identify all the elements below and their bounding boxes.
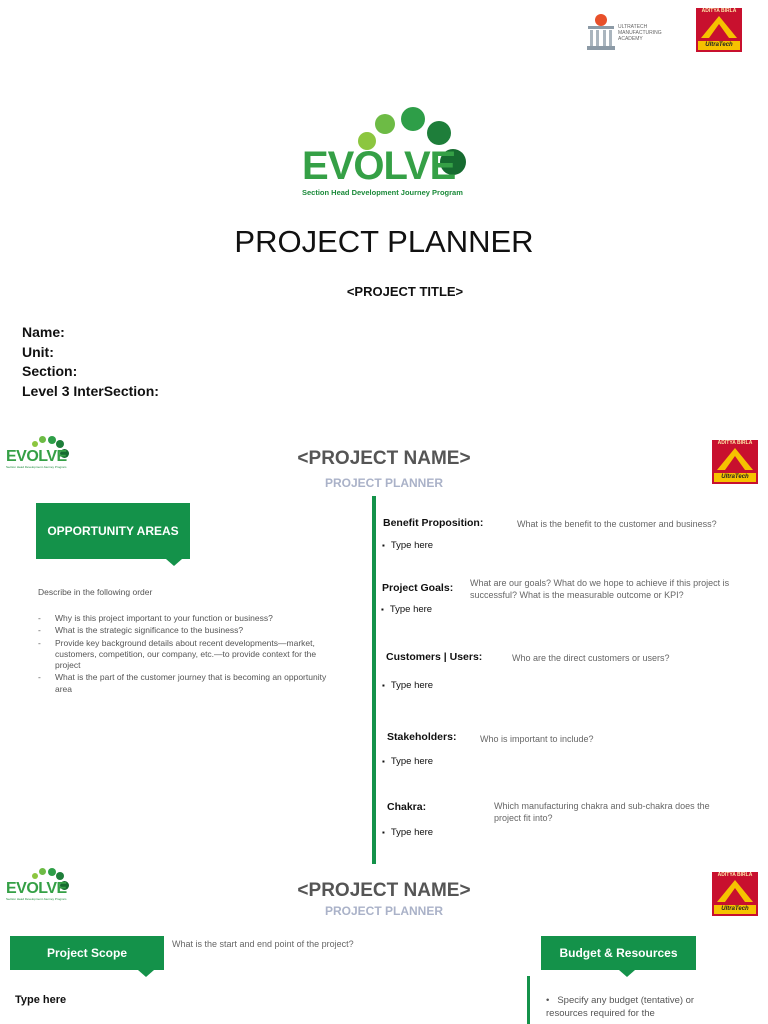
project-goals-question: What are our goals? What do we hope to achieve if this project is successful? What is the measurable outcome or KPI? (470, 578, 730, 600)
logo-text: ADITYA BIRLA (717, 440, 753, 446)
evolve-wordmark: EVOLVE (6, 880, 67, 897)
aditya-birla-logo (696, 8, 742, 52)
project-name-heading: <PROJECT NAME> (297, 880, 471, 901)
participant-details (22, 323, 159, 401)
logo-text: UltraTech (714, 473, 756, 482)
project-title-placeholder: <PROJECT TITLE> (346, 284, 464, 299)
project-planner-subtitle: PROJECT PLANNER (324, 476, 443, 490)
tab-label: OPPORTUNITY AREAS (47, 524, 179, 538)
customers-users-label: Customers | Users: (386, 651, 483, 663)
section-label: Section: (22, 363, 78, 379)
describe-intro: Describe in the following order (38, 587, 153, 597)
intersection-label: Level 3 InterSection: (22, 382, 159, 399)
budget-bullet: Specify any budget (tentative) or resources required for the (546, 995, 695, 1019)
evolve-subtitle: Section Head Development Journey Program (6, 465, 67, 469)
budget-resources-tab (541, 936, 696, 970)
project-goals-label: Project Goals: (382, 582, 454, 594)
benefit-proposition-label: Benefit Proposition: (383, 517, 484, 529)
aditya-birla-sun-icon (701, 16, 737, 38)
evolve-logo (300, 104, 472, 200)
stakeholders-question: Who is important to include? (480, 734, 594, 744)
logo-text: UltraTech (714, 905, 756, 914)
list-item: - Provide key background details about recent developments—market, customers, competition, our company, etc.—to provide context for the project (38, 638, 338, 672)
logo-text: UltraTech (698, 41, 740, 50)
project-goals-input[interactable]: ▪ Type here (381, 604, 432, 615)
chakra-question: Which manufacturing chakra and sub-chakra does the project fit into? (494, 801, 710, 823)
stakeholders-input[interactable]: ▪ Type here (382, 756, 433, 767)
tab-label: Budget & Resources (559, 946, 678, 960)
logo-text: ADITYA BIRLA (717, 872, 753, 878)
logo-text-line: ACADEMY (618, 36, 643, 42)
logo-text: ADITYA BIRLA (701, 8, 737, 14)
unit-label: Unit: (22, 343, 54, 360)
budget-resources-text: • Specify any budget (tentative) or resources required for the (546, 995, 695, 1019)
ultratech-academy-logo (586, 12, 678, 54)
benefit-proposition-question: What is the benefit to the customer and business? (517, 519, 717, 529)
evolve-subtitle: Section Head Development Journey Program (302, 188, 463, 197)
chakra-input[interactable]: ▪ Type here (382, 827, 433, 838)
cover-title: PROJECT PLANNER (234, 224, 534, 259)
project-scope-question: What is the start and end point of the project? (172, 939, 354, 949)
evolve-wordmark: EVOLVE (6, 448, 67, 465)
chakra-label: Chakra: (387, 801, 427, 813)
project-scope-tab (10, 936, 164, 970)
logo-text-line: ULTRATECH (618, 24, 648, 30)
list-item: - What is the part of the customer journey that is becoming an opportunity area (38, 672, 338, 695)
customers-users-question: Who are the direct customers or users? (512, 653, 670, 663)
section-divider (527, 976, 530, 1024)
list-item: - What is the strategic significance to the business? (38, 625, 338, 636)
project-name-heading: <PROJECT NAME> (297, 448, 471, 469)
evolve-subtitle: Section Head Development Journey Program (6, 897, 67, 901)
logo-text-line: MANUFACTURING (618, 30, 662, 36)
benefit-proposition-input[interactable]: ▪ Type here (382, 540, 433, 551)
customers-users-input[interactable]: ▪ Type here (382, 680, 433, 691)
academy-building-icon (586, 12, 616, 54)
tab-label: Project Scope (46, 946, 128, 960)
list-item: - Why is this project important to your function or business? (38, 613, 338, 624)
describe-list (38, 613, 338, 696)
stakeholders-label: Stakeholders: (387, 731, 457, 743)
name-label: Name: (22, 324, 65, 340)
project-planner-subtitle: PROJECT PLANNER (324, 904, 443, 918)
evolve-wordmark: EVOLVE (302, 144, 456, 188)
opportunity-areas-tab (36, 503, 190, 559)
section-divider (372, 496, 376, 864)
project-scope-input[interactable]: Type here (15, 994, 67, 1006)
